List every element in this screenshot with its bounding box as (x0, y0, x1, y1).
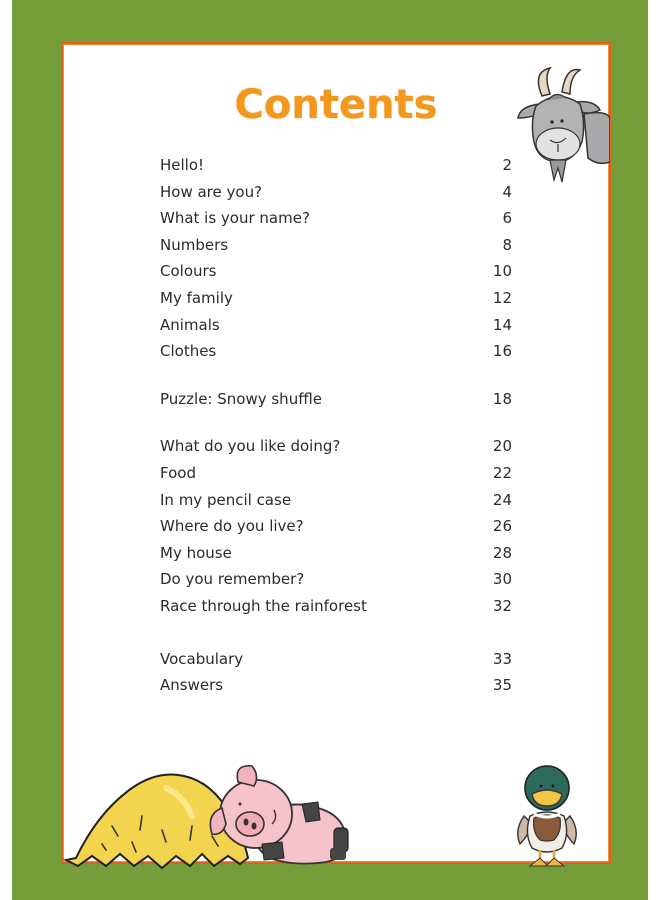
toc-page-number: 2 (502, 156, 512, 174)
goat-illustration (514, 62, 610, 184)
toc-entry[interactable] (160, 517, 512, 544)
toc-label: Vocabulary (160, 649, 244, 668)
toc-entry[interactable] (160, 183, 512, 210)
toc-label: Where do you live? (160, 517, 304, 536)
toc-page-number: 28 (492, 543, 512, 562)
toc-entry[interactable] (160, 316, 512, 343)
toc-page-number: 30 (492, 570, 512, 589)
toc-page-number: 10 (492, 262, 512, 281)
toc-label: What do you like doing? (160, 437, 341, 456)
toc-page-number: 8 (502, 235, 512, 254)
toc-page-number: 20 (492, 437, 512, 456)
toc-entry[interactable] (160, 437, 512, 464)
toc-page-number: 26 (492, 517, 512, 536)
toc-entry[interactable] (160, 209, 512, 236)
toc-entry[interactable] (160, 544, 512, 571)
toc-entry[interactable] (160, 650, 512, 677)
toc-entry[interactable] (160, 570, 512, 597)
toc-label: Food (160, 463, 196, 482)
toc-page-number: 6 (502, 209, 512, 228)
duck-illustration (514, 764, 580, 870)
toc-entry[interactable] (160, 464, 512, 491)
toc-label: My family (160, 288, 233, 307)
section-spacer (160, 369, 512, 390)
toc-label: What is your name? (160, 209, 310, 228)
toc-label: Numbers (160, 235, 229, 254)
toc-label: Answers (160, 676, 224, 695)
section-spacer (160, 416, 512, 437)
toc-page-number: 18 (492, 389, 512, 408)
toc-label: Colours (160, 262, 217, 281)
toc-page-number: 35 (492, 676, 512, 695)
table-of-contents (160, 156, 512, 703)
toc-page-number: 4 (502, 182, 512, 201)
toc-label: Hello! (160, 156, 205, 174)
toc-page-number: 12 (492, 288, 512, 307)
toc-label: Do you remember? (160, 570, 305, 589)
toc-entry[interactable] (160, 289, 512, 316)
section-spacer (160, 624, 512, 650)
toc-label: Animals (160, 315, 220, 334)
pig-illustration (206, 762, 352, 866)
toc-page-number: 16 (492, 342, 512, 361)
toc-entry[interactable] (160, 236, 512, 263)
toc-entry[interactable] (160, 156, 512, 183)
toc-entry[interactable] (160, 597, 512, 624)
toc-page-number: 14 (492, 315, 512, 334)
toc-entry[interactable] (160, 676, 512, 703)
toc-label: In my pencil case (160, 490, 292, 509)
toc-page-number: 24 (492, 490, 512, 509)
toc-page-number: 32 (492, 596, 512, 615)
toc-entry[interactable] (160, 491, 512, 518)
toc-page-number: 33 (492, 649, 512, 668)
toc-label: How are you? (160, 182, 263, 201)
toc-label: Clothes (160, 342, 217, 361)
toc-entry[interactable] (160, 342, 512, 369)
toc-label: Race through the rainforest (160, 596, 367, 615)
toc-label: My house (160, 543, 232, 562)
page-title: Contents (234, 82, 438, 128)
toc-label: Puzzle: Snowy shuffle (160, 389, 322, 408)
toc-entry[interactable] (160, 390, 512, 417)
toc-page-number: 22 (492, 463, 512, 482)
toc-entry[interactable] (160, 262, 512, 289)
